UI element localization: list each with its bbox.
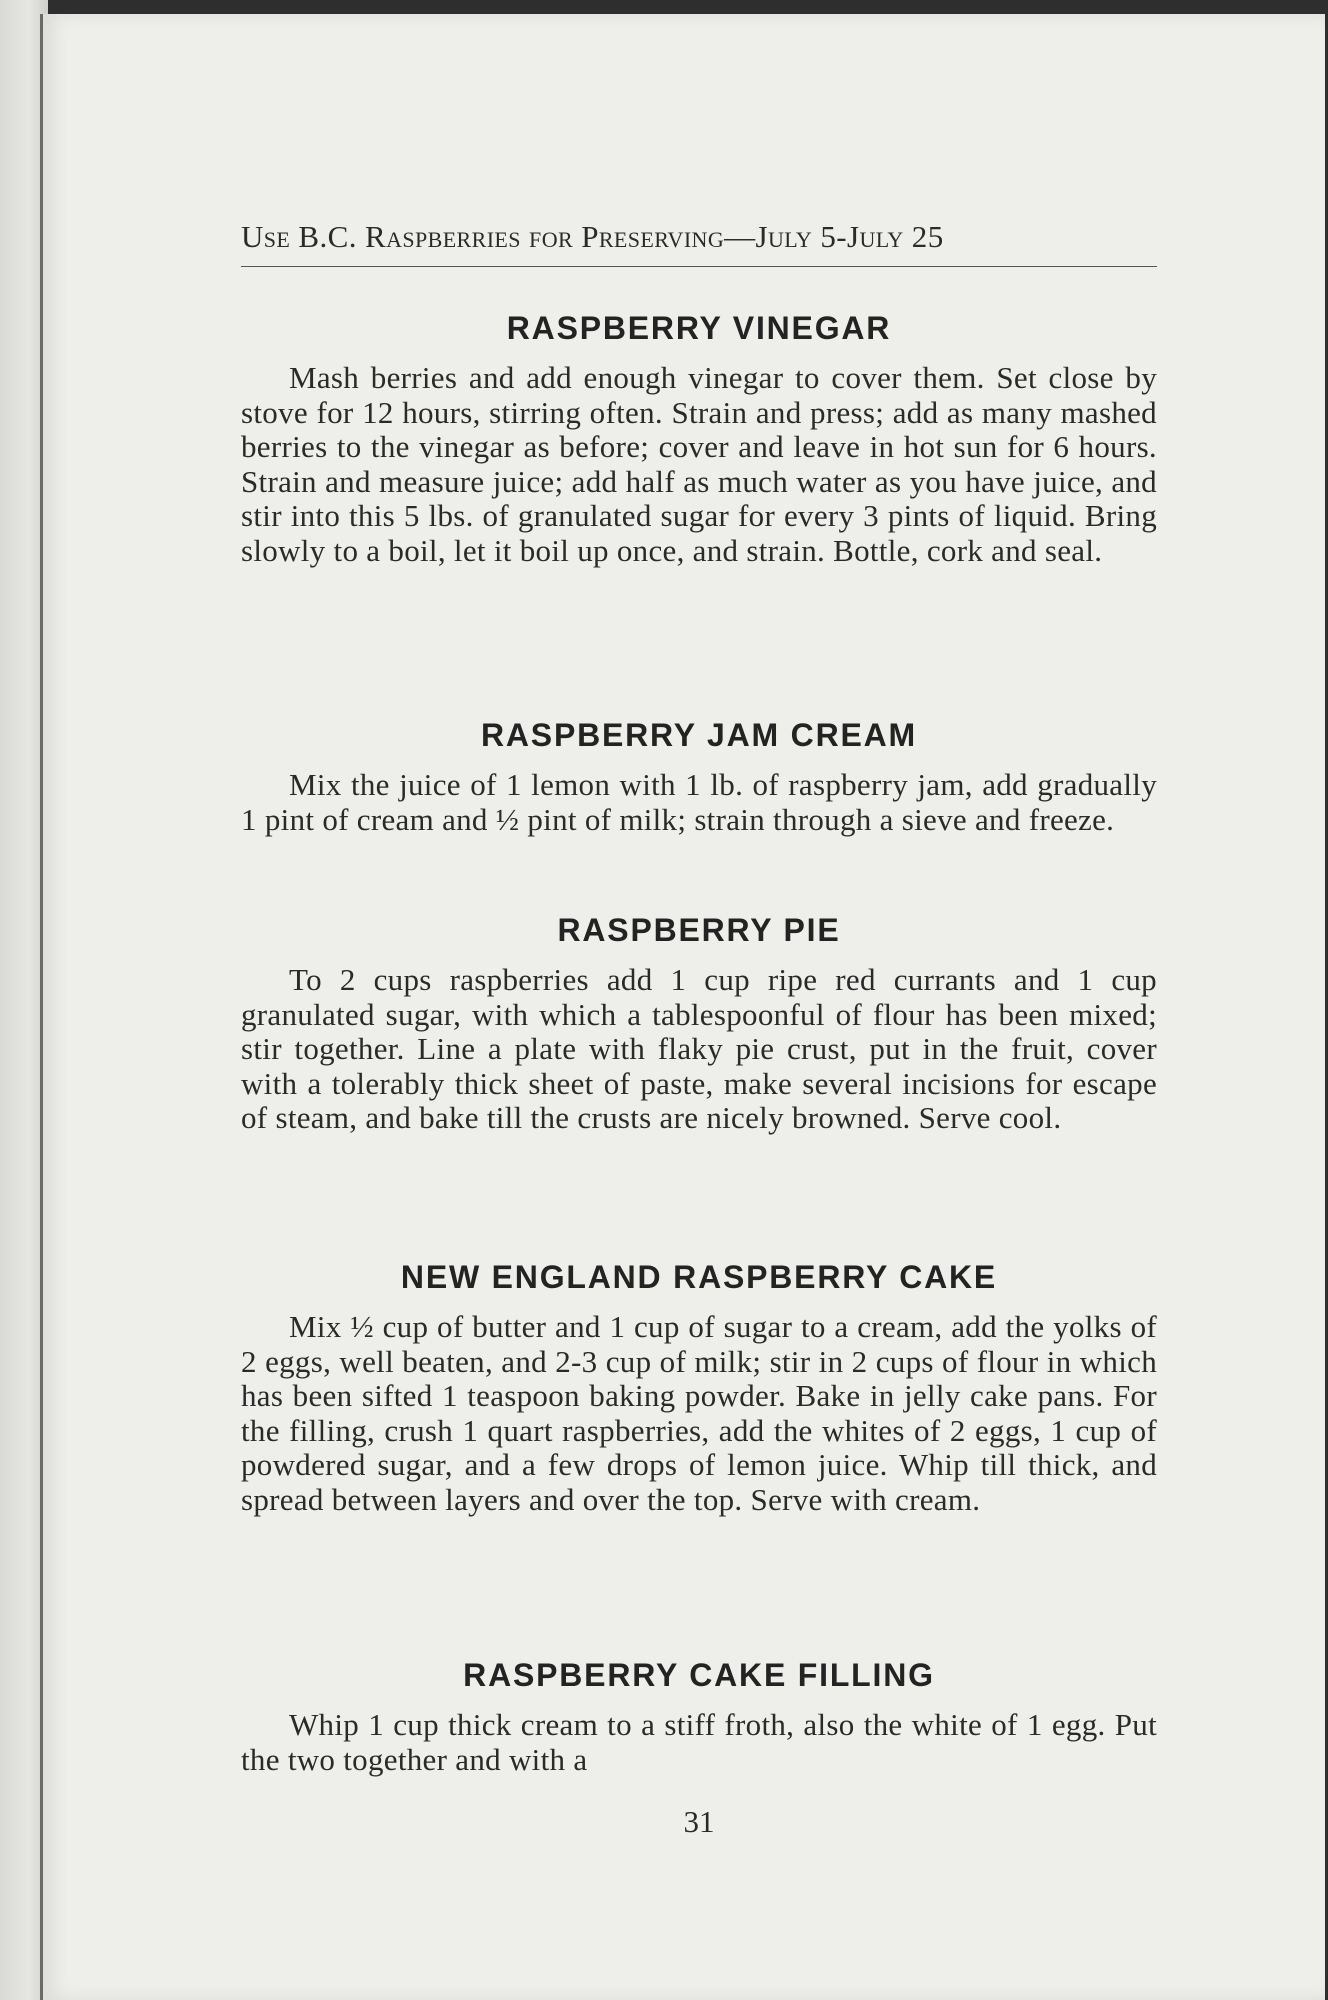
recipe-raspberry-vinegar [241, 310, 1157, 568]
page-number: 31 [683, 1804, 715, 1839]
recipe-body: To 2 cups raspberries add 1 cup ripe red currants and 1 cup granulated sugar, with which a tablespoonful of flour has been mixed; stir together. Line a plate with flaky pie crust, put in the fruit, cover with a tolerably thick sheet of paste, make several incisions for escape of steam, and bake till the crusts are nicely browned. Serve cool. [241, 962, 1157, 1135]
recipe-raspberry-jam-cream [241, 717, 1157, 837]
running-head: Use B.C. Raspberries for Preserving—July 5-July 25 [241, 219, 944, 254]
recipe-raspberry-cake-filling [241, 1657, 1157, 1777]
recipe-title: RASPBERRY CAKE FILLING [463, 1657, 935, 1693]
recipe-title: NEW ENGLAND RASPBERRY CAKE [400, 1259, 998, 1295]
recipe-raspberry-pie [241, 912, 1157, 1136]
book-page [40, 14, 1325, 2000]
recipe-body: Mix ½ cup of butter and 1 cup of sugar to a cream, add the yolks of 2 eggs, well beaten, and 2-3 cup of milk; stir in 2 cups of flour in which has been sifted 1 teaspoon baking powder. Bake in jelly cake pans. For the filling, crush 1 quart raspberries, add the whites of 2 eggs, 1 cup of powdered sugar, and a few drops of lemon juice. Whip till thick, and spread between layers and over the top. Serve with cream. [241, 1309, 1157, 1517]
recipe-title: RASPBERRY JAM CREAM [480, 717, 918, 753]
recipe-title: RASPBERRY PIE [557, 912, 841, 948]
recipe-new-england-raspberry-cake [241, 1259, 1157, 1517]
header-rule [241, 266, 1157, 267]
recipe-body: Mash berries and add enough vinegar to cover them. Set close by stove for 12 hours, stirring often. Strain and press; add as many mashed berries to the vinegar as before; cover and leave in hot sun for 6 hours. Strain and measure juice; add half as much water as you have juice, and stir into this 5 lbs. of granulated sugar for every 3 pints of liquid. Bring slowly to a boil, let it boil up once, and strain. Bottle, cork and seal. [241, 360, 1157, 568]
recipe-title: RASPBERRY VINEGAR [506, 310, 892, 346]
recipe-body: Whip 1 cup thick cream to a stiff froth, also the white of 1 egg. Put the two together and with a [241, 1707, 1157, 1777]
recipe-body: Mix the juice of 1 lemon with 1 lb. of raspberry jam, add gradually 1 pint of cream and ½ pint of milk; strain through a sieve and freeze. [241, 767, 1157, 837]
